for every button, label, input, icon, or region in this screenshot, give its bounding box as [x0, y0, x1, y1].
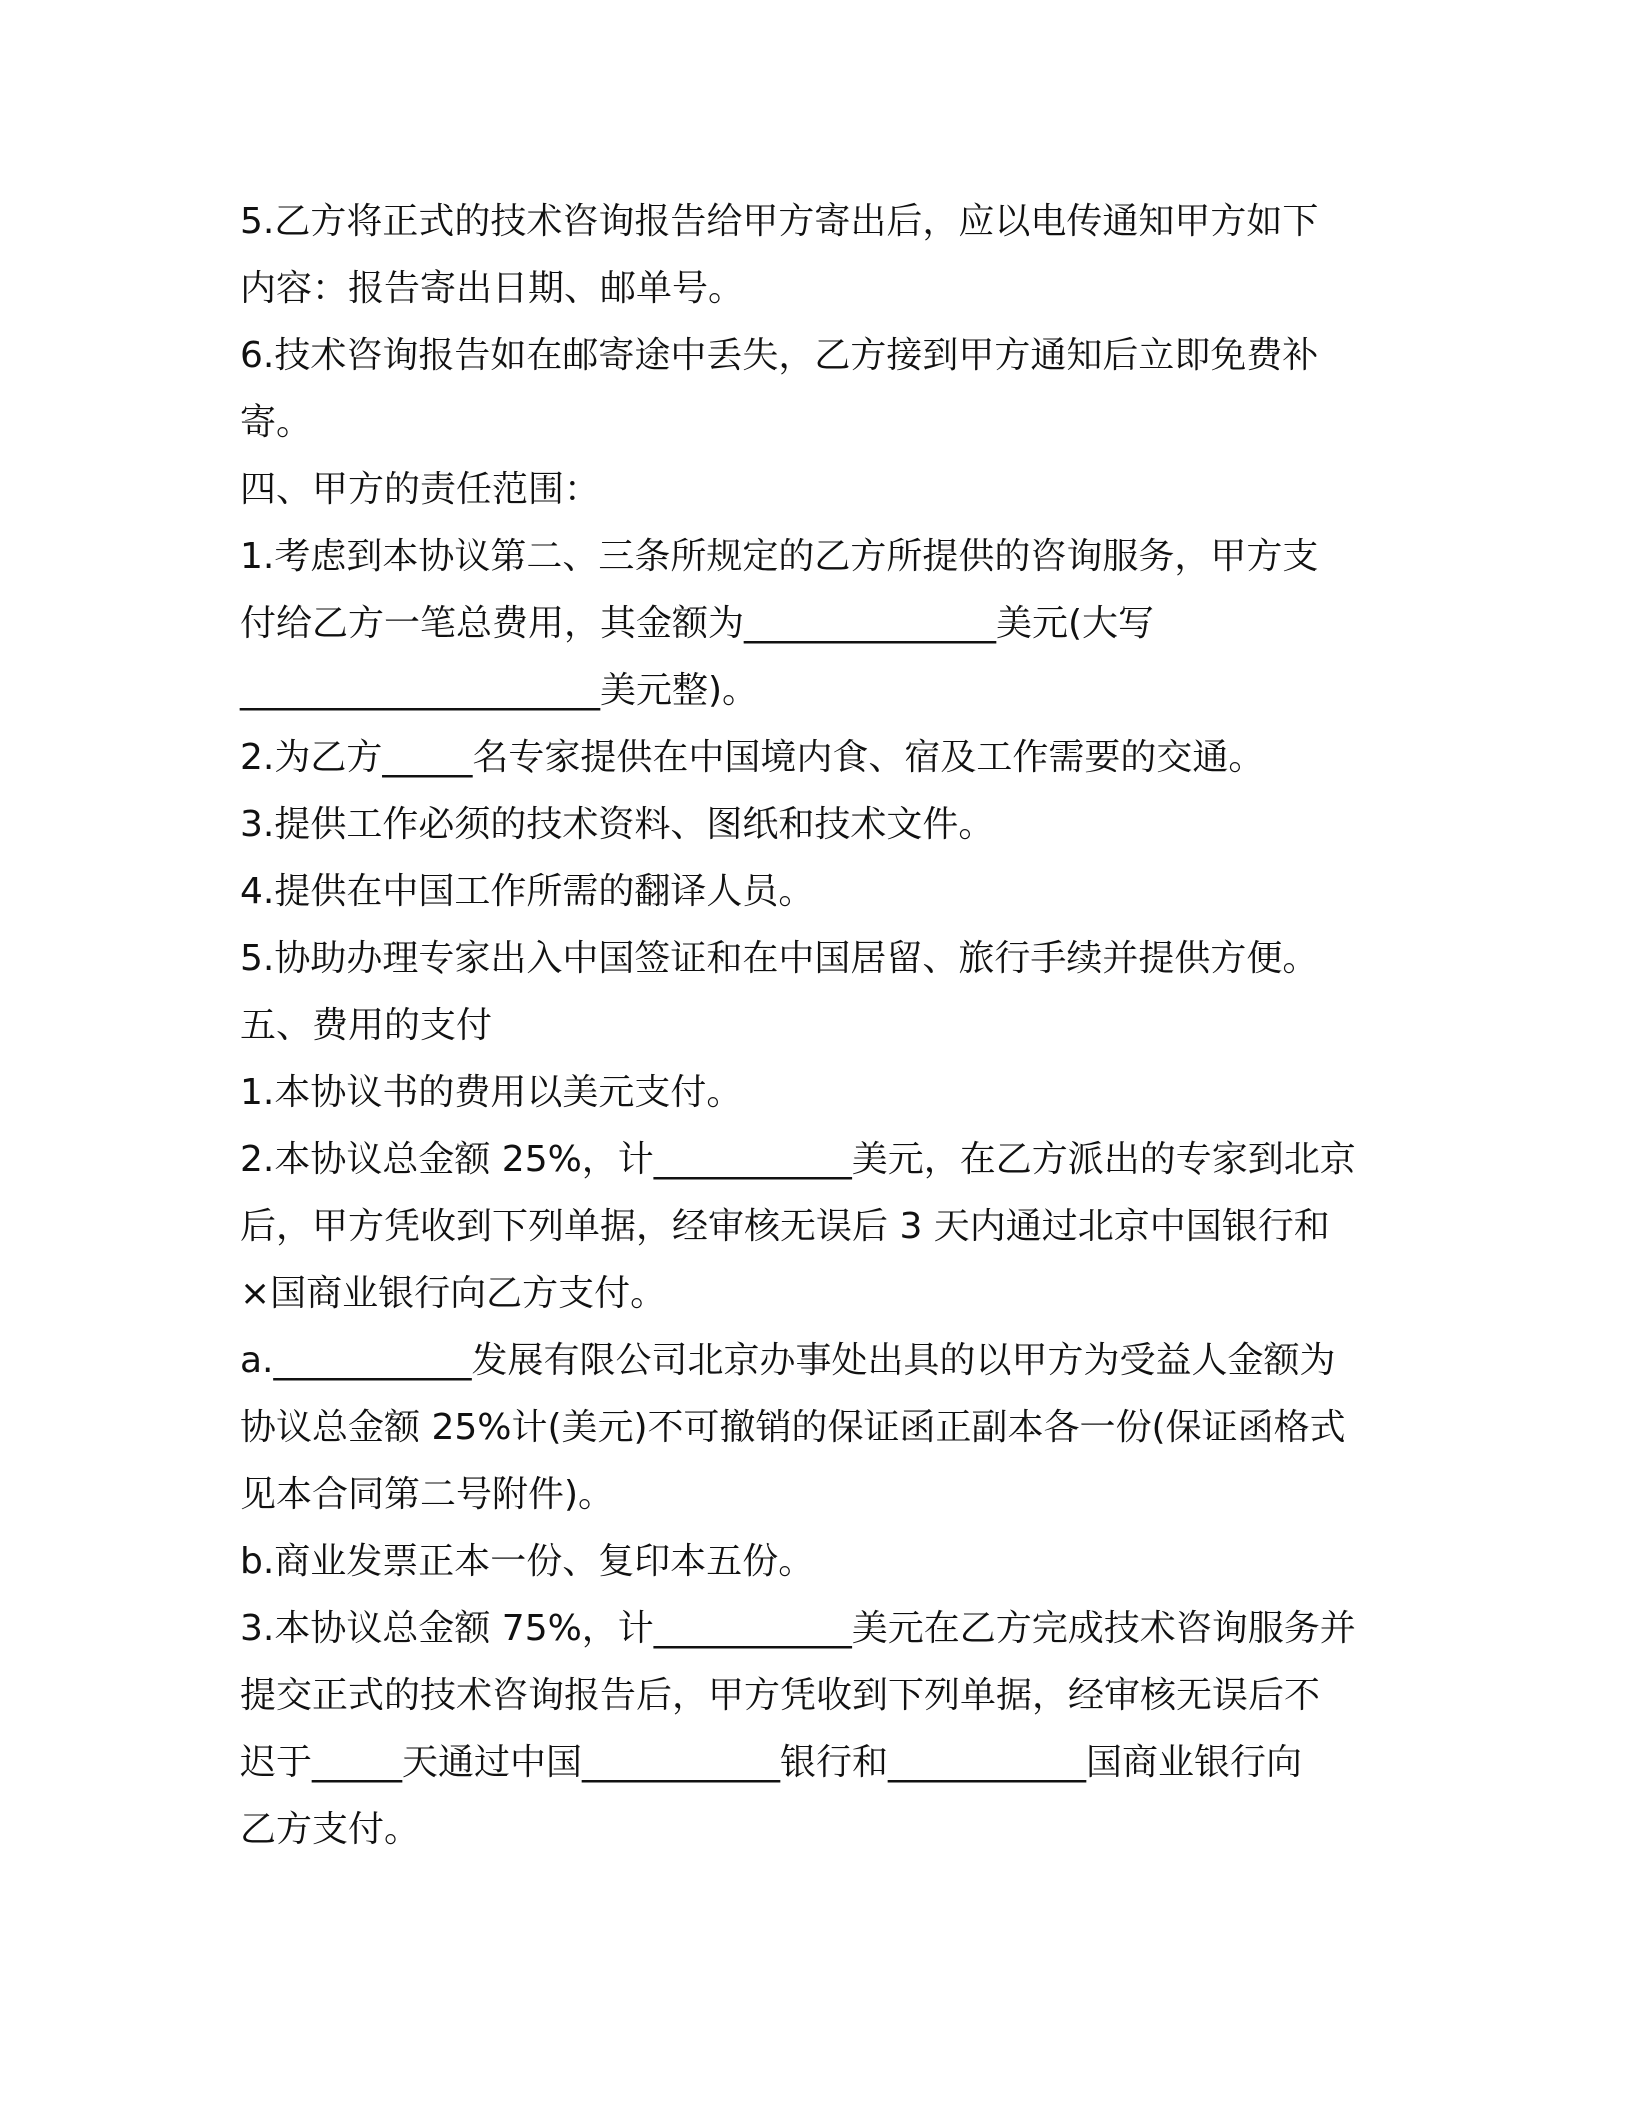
- text-line: 4.提供在中国工作所需的翻译人员。: [240, 871, 815, 912]
- text-line: a.___________发展有限公司北京办事处出具的以甲方为受益人金额为: [240, 1340, 1336, 1381]
- text-line: 提交正式的技术咨询报告后，甲方凭收到下列单据，经审核无误后不: [240, 1675, 1321, 1716]
- text-line: 寄。: [240, 402, 313, 443]
- text-line: ×国商业银行向乙方支付。: [240, 1273, 667, 1314]
- text-line: 3.提供工作必须的技术资料、图纸和技术文件。: [240, 804, 995, 845]
- text-line: 协议总金额 25%计(美元)不可撤销的保证函正副本各一份(保证函格式: [240, 1407, 1346, 1448]
- text-line: 3.本协议总金额 75%，计___________美元在乙方完成技术咨询服务并: [240, 1608, 1356, 1649]
- section-heading: 四、甲方的责任范围：: [240, 469, 601, 510]
- text-line: 1.本协议书的费用以美元支付。: [240, 1072, 743, 1113]
- text-line: 5.乙方将正式的技术咨询报告给甲方寄出后，应以电传通知甲方如下: [240, 201, 1319, 242]
- text-line: b.商业发票正本一份、复印本五份。: [240, 1541, 815, 1582]
- text-line: 6.技术咨询报告如在邮寄途中丢失，乙方接到甲方通知后立即免费补: [240, 335, 1319, 376]
- text-line: 1.考虑到本协议第二、三条所规定的乙方所提供的咨询服务，甲方支: [240, 536, 1319, 577]
- text-line: 付给乙方一笔总费用，其金额为______________美元(大写: [240, 603, 1155, 644]
- document-page: [240, 188, 1410, 1863]
- text-line: 2.本协议总金额 25%，计___________美元，在乙方派出的专家到北京: [240, 1139, 1356, 1180]
- text-line: 后，甲方凭收到下列单据，经审核无误后 3 天内通过北京中国银行和: [240, 1206, 1330, 1247]
- text-line: 迟于_____天通过中国___________银行和___________国商业银行向: [240, 1742, 1303, 1783]
- section-heading: 五、费用的支付: [240, 1005, 493, 1046]
- text-line: ____________________美元整)。: [240, 670, 759, 711]
- text-line: 见本合同第二号附件)。: [240, 1474, 615, 1515]
- text-line: 内容：报告寄出日期、邮单号。: [240, 268, 745, 309]
- text-line: 2.为乙方_____名专家提供在中国境内食、宿及工作需要的交通。: [240, 737, 1265, 778]
- text-line: 乙方支付。: [240, 1809, 421, 1850]
- text-line: 5.协助办理专家出入中国签证和在中国居留、旅行手续并提供方便。: [240, 938, 1319, 979]
